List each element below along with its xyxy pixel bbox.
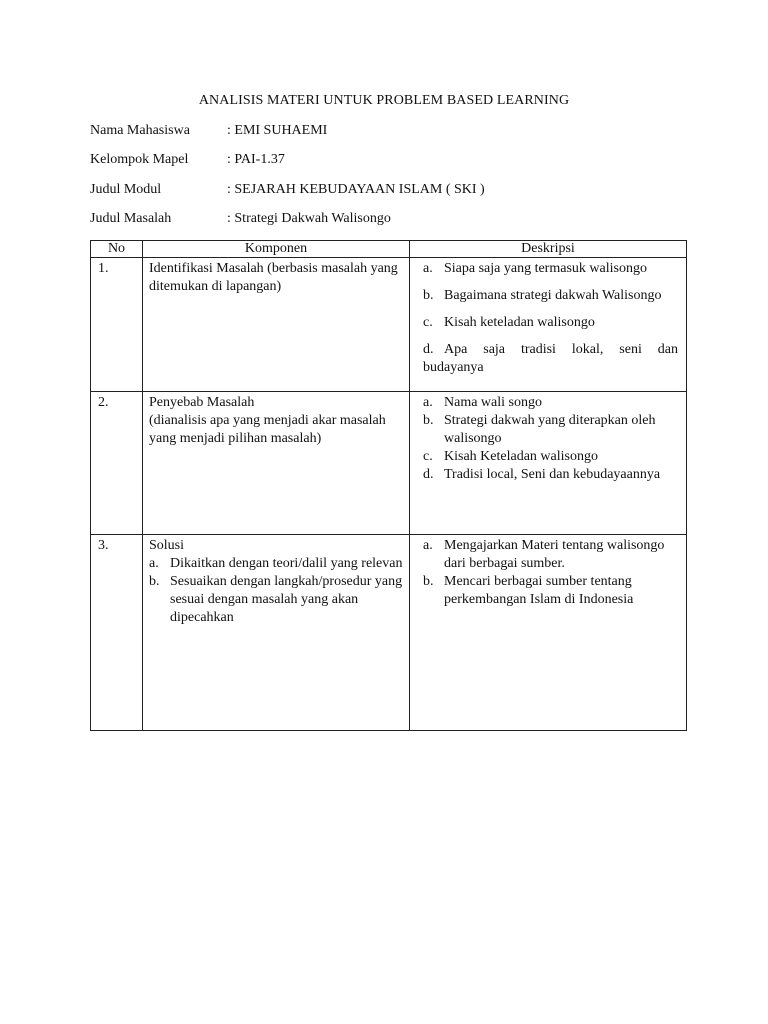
meta-label: Nama Mahasiswa: [90, 123, 190, 138]
komponen-cell: [143, 258, 410, 392]
list-item: b. Strategi dakwah yang diterapkan oleh walisongo: [423, 413, 656, 446]
table-row: [91, 535, 687, 731]
analysis-table: [90, 240, 687, 731]
komponen-note: (dianalisis apa yang menjadi akar masalah yang menjadi pilihan masalah): [149, 413, 386, 446]
deskripsi-list: [423, 537, 678, 609]
komponen-title: Penyebab Masalah: [149, 395, 255, 410]
list-item: b. Bagaimana strategi dakwah Walisongo: [423, 288, 662, 303]
table-row: [91, 392, 687, 535]
meta-label: Kelompok Mapel: [90, 152, 189, 167]
list-item: a. Siapa saja yang termasuk walisongo: [423, 261, 647, 276]
list-item: a. Mengajarkan Materi tentang walisongo dari berbagai sumber.: [423, 538, 665, 571]
header-no: No: [91, 241, 143, 258]
list-item: b. Mencari berbagai sumber tentang perkembangan Islam di Indonesia: [423, 574, 634, 607]
komponen-cell: [143, 535, 410, 731]
meta-label: Judul Masalah: [90, 211, 172, 226]
header-deskripsi: Deskripsi: [410, 241, 687, 258]
deskripsi-list: [423, 260, 678, 359]
deskripsi-cell: [410, 535, 687, 731]
list-item: d. Tradisi local, Seni dan kebudayaannya: [423, 467, 661, 482]
deskripsi-cell: [410, 258, 687, 392]
list-item: c. Kisah keteladan walisongo: [423, 315, 595, 330]
header-komponen: Komponen: [143, 241, 410, 258]
deskripsi-list: [423, 394, 678, 484]
list-item: c. Kisah Keteladan walisongo: [423, 449, 598, 464]
komponen-title: Solusi: [149, 538, 185, 553]
list-item: d. Apa saja tradisi lokal, seni dan: [423, 342, 678, 357]
meta-value: : EMI SUHAEMI: [227, 123, 328, 138]
meta-value: : Strategi Dakwah Walisongo: [227, 211, 391, 226]
solusi-list: [149, 555, 403, 627]
meta-value: : PAI-1.37: [227, 152, 285, 167]
list-item: b. Sesuaikan dengan langkah/prosedur yang sesuai dengan masalah yang akan dipecahkan: [149, 574, 403, 625]
komponen-text: Identifikasi Masalah (berbasis masalah yang ditemukan di lapangan): [149, 261, 398, 294]
list-item: a. Dikaitkan dengan teori/dalil yang relevan: [149, 556, 403, 571]
komponen-cell: [143, 392, 410, 535]
row-number: 3.: [91, 535, 143, 731]
deskripsi-cell: [410, 392, 687, 535]
list-item-continuation: budayanya: [423, 360, 484, 375]
meta-label: Judul Modul: [90, 182, 162, 197]
document-title: ANALISIS MATERI UNTUK PROBLEM BASED LEARNING: [198, 93, 570, 108]
row-number: 1.: [91, 258, 143, 392]
row-number: 2.: [91, 392, 143, 535]
list-item: a. Nama wali songo: [423, 395, 542, 410]
table-header-row: [91, 241, 687, 258]
table-row: [91, 258, 687, 392]
meta-value: : SEJARAH KEBUDAYAAN ISLAM ( SKI ): [227, 182, 485, 197]
